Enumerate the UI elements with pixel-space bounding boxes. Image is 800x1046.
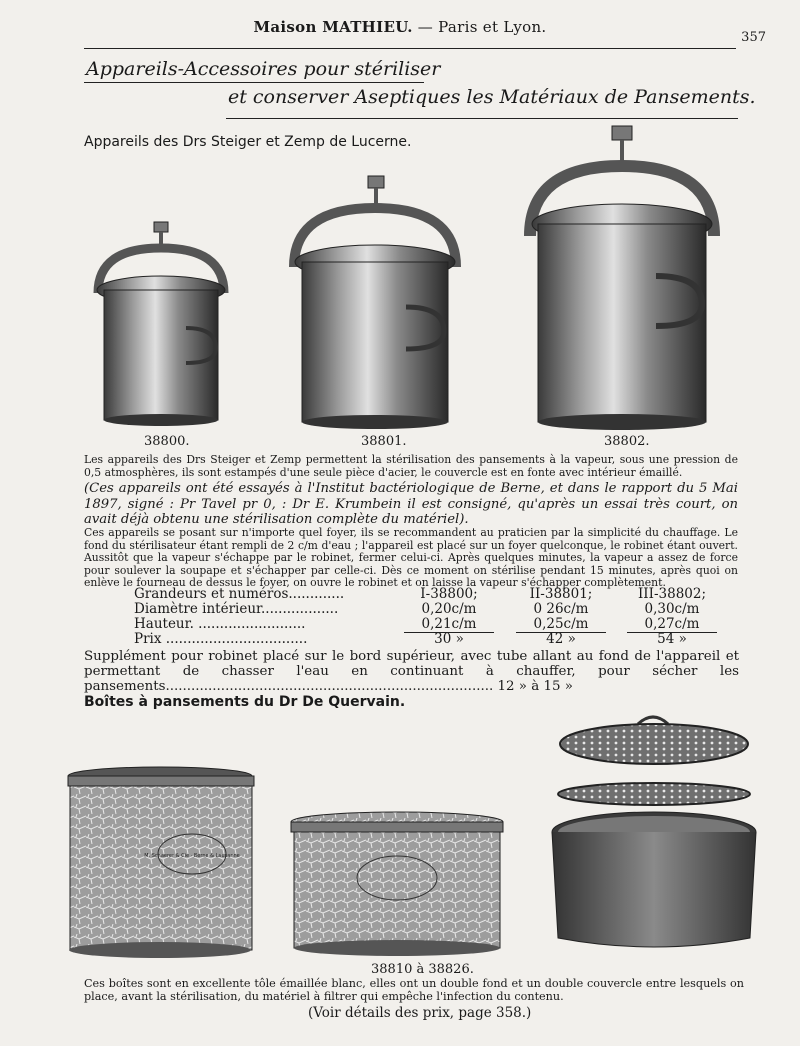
caption-38802: 38802. <box>604 434 650 449</box>
row-label: Prix ................................. <box>134 631 308 647</box>
header-maison: Maison MATHIEU. <box>253 18 413 36</box>
title-underline-1 <box>84 82 424 83</box>
table-row <box>134 601 734 616</box>
table-row <box>134 631 734 646</box>
row-label: Diamètre intérieur.................. <box>134 601 339 617</box>
berne-test-note: (Ces appareils ont été essayés à l'Institut bactériologique de Berne, et dans le rapport du 5 Mai 1897, signé : Pr Tavel pr 0, : Dr E. Krumbein il est consigné, qu'après un essai très court, on avait déjà obtenu une stérilisation complète du matériel). <box>84 481 738 528</box>
dressing-box-low-illustration <box>282 808 512 958</box>
title-underline-2 <box>226 118 738 119</box>
description-paragraph-1: Les appareils des Drs Steiger et Zemp permettent la stérilisation des pansements à la vapeur, sous une pression de 0,5 atmosphères, ils sont estampés d'une seule pièce d'acier, le couvercle est en fonte avec intérieur émaillé. <box>84 453 738 479</box>
cell-38801: II-38801; <box>529 586 593 602</box>
supplement-paragraph <box>84 649 739 694</box>
title-line-2: et conserver Aseptiques les Matériaux de Pansements. <box>228 86 756 108</box>
cell-38802: 54 » <box>657 631 687 647</box>
header-cities: — Paris et Lyon. <box>412 18 547 36</box>
boxes-description: Ces boîtes sont en excellente tôle émaillée blanc, elles ont un double fond et un double couvercle entre lesquels on place, avant la stérilisation, du matériel à filtrer qui empêche l'infection du contenu. <box>84 977 744 1003</box>
page-header <box>0 18 800 36</box>
description-paragraph-2: Ces appareils se posant sur n'importe quel foyer, ils se recommandent au praticien par la simplicité du chauffage. Le fond du stérilisateur étant rempli de 2 c/m d'eau ; l'appareil est placé sur un foyer quelconque, le robinet étant ouvert. Aussitôt que la vapeur s'échappe par le robinet, fermer celui-ci. Après quelques minutes, la vapeur a assez de force pour soulever la soupape et s'échapper par celle-ci. Dès ce moment on stérilise pendant 15 minutes, après quoi on enlève le fourneau de dessus le foyer, on ouvre le robinet et on laisse la vapeur s'échapper complètement. <box>84 526 738 590</box>
cell-38802: 0,30c/m <box>644 601 700 617</box>
supplement-text: Supplément pour robinet placé sur le bord supérieur, avec tube allant au fond de l'appareil et permettant de chasser l'eau en continuant à chauffer, pour sécher les pansements............................................................................. <box>84 649 739 694</box>
cell-38800: 0,21c/m <box>404 616 494 633</box>
table-row <box>134 616 734 631</box>
section-heading-steiger-zemp: Appareils des Drs Steiger et Zemp de Lucerne. <box>84 134 412 150</box>
caption-38810-38826: 38810 à 38826. <box>371 962 474 977</box>
cell-38801: 42 » <box>546 631 576 647</box>
title-line-1: Appareils-Accessoires pour stériliser <box>86 58 441 80</box>
dressing-box-open-illustration <box>548 710 776 956</box>
caption-38801: 38801. <box>361 434 407 449</box>
cell-38800: I-38800; <box>420 586 478 602</box>
section-heading-de-quervain: Boîtes à pansements du Dr De Quervain. <box>84 694 406 710</box>
cell-38802: III-38802; <box>637 586 707 602</box>
header-rule <box>84 48 736 49</box>
sterilizer-38800-illustration <box>86 218 236 428</box>
sizes-price-table <box>134 586 734 646</box>
cell-38800: 0,20c/m <box>421 601 477 617</box>
cell-38802: 0,27c/m <box>627 616 717 633</box>
row-label: Hauteur. ......................... <box>134 616 306 632</box>
sterilizer-38801-illustration <box>282 172 468 430</box>
supplement-price: 12 » à 15 » <box>497 679 573 694</box>
cell-38801: 0,25c/m <box>516 616 606 633</box>
cell-38801: 0 26c/m <box>533 601 589 617</box>
table-row <box>134 586 734 601</box>
row-label: Grandeurs et numéros............. <box>134 586 345 602</box>
box-inscription: M. Schaerer & Cie · Berne & Lausanne <box>144 853 240 859</box>
dressing-box-tall-illustration <box>62 764 258 960</box>
sterilizer-38802-illustration <box>516 124 728 432</box>
see-prices-note: (Voir détails des prix, page 358.) <box>308 1005 532 1021</box>
caption-38800: 38800. <box>144 434 190 449</box>
cell-38800: 30 » <box>434 631 464 647</box>
page-number: 357 <box>741 30 766 45</box>
